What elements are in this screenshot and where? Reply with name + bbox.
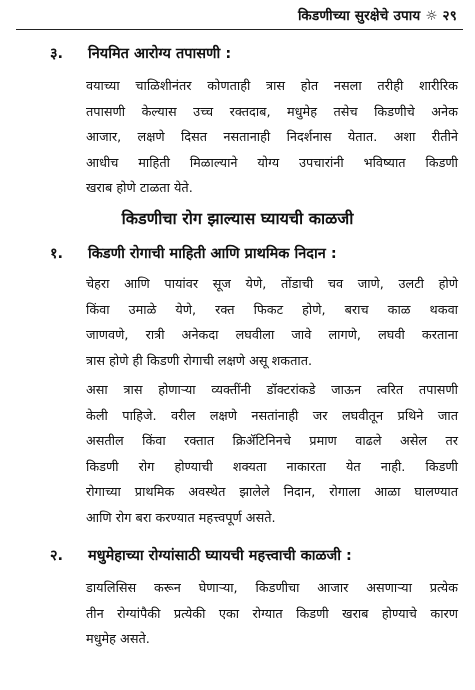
section-1-heading: [50, 243, 460, 263]
paragraph-line: किंवा उमाळे येणे, रक्त फिकट होणे, बराच काळ थकवा: [86, 302, 458, 318]
section-title: नियमित आरोग्य तपासणी :: [88, 46, 232, 62]
chapter-title: किडणीचा रोग झाल्यास घ्यायची काळजी: [121, 209, 354, 228]
paragraph-line: तीन रोग्यांपैकी प्रत्येकी एका रोग्यात किडणी खराब होण्याचे कारण: [86, 606, 458, 622]
section-2-paragraph: [86, 576, 458, 653]
section-number: २.: [50, 548, 64, 564]
paragraph-line: रोगाच्या प्राथमिक अवस्थेत झालेले निदान, रोगाला आळा घालण्यात: [86, 485, 458, 500]
header-rule: [16, 29, 463, 30]
paragraph-line: केली पाहिजे. वरील लक्षणे नसतांनाही जर लघवीतून प्रथिने जात: [86, 408, 458, 424]
paragraph-line: असतील किंवा रक्तात क्रिॲटिनिनचे प्रमाण वाढले असेल तर: [86, 434, 458, 449]
section-1-paragraph-1: [86, 272, 458, 374]
section-2-heading: [50, 545, 460, 565]
paragraph-line: मधुमेह असते.: [86, 632, 150, 647]
paragraph-line: डायलिसिस करून घेणाऱ्या, किडणीचा आजार असणाऱ्या प्रत्येक: [86, 581, 458, 596]
section-title: किडणी रोगाची माहिती आणि प्राथमिक निदान :: [88, 246, 337, 262]
paragraph-line: तपासणी केल्यास उच्च रक्तदाब, मधुमेह तसेच किडणीचे अनेक: [86, 104, 458, 120]
paragraph-line: आजार, लक्षणे दिसत नसतानाही निदर्शनास येतात. अशा रीतीने: [86, 130, 458, 145]
running-header: किडणीच्या सुरक्षेचे उपाय ☼ २९: [297, 8, 457, 24]
section-1-paragraph-2: [86, 378, 458, 531]
paragraph-line: खराब होणे टाळता येते.: [86, 181, 193, 196]
paragraph-line: त्रास होणे ही किडणी रोगाची लक्षणे असू शकतात.: [86, 353, 313, 369]
paragraph-line: आधीच माहिती मिळाल्याने योग्य उपचारांनी भविष्यात किडणी: [86, 155, 458, 171]
paragraph-line: किडणी रोग होण्याची शक्यता नाकारता येत नाही. किडणी: [86, 459, 458, 475]
paragraph-line: असा त्रास होणाऱ्या व्यक्तींनी डॉक्टरांकडे जाऊन त्वरित तपासणी: [86, 383, 458, 398]
paragraph-line: चेहरा आणि पायांवर सूज येणे, तोंडाची चव जाणे, उलटी होणे: [86, 277, 458, 292]
paragraph-line: वयाच्या चाळिशीनंतर कोणताही त्रास होत नसला तरीही शारीरिक: [86, 79, 458, 94]
section-number: १.: [50, 246, 64, 262]
paragraph-line: जाणवणे, रात्री अनेकदा लघवीला जावे लागणे, लघवी करताना: [86, 328, 458, 343]
section-3-heading: [50, 43, 450, 63]
section-3-paragraph: [86, 74, 458, 202]
paragraph-line: आणि रोग बरा करण्यात महत्त्वपूर्ण असते.: [86, 510, 276, 526]
section-number: ३.: [50, 46, 64, 62]
section-title: मधुमेहाच्या रोग्यांसाठी घ्यायची महत्त्वाची काळजी :: [88, 548, 352, 564]
